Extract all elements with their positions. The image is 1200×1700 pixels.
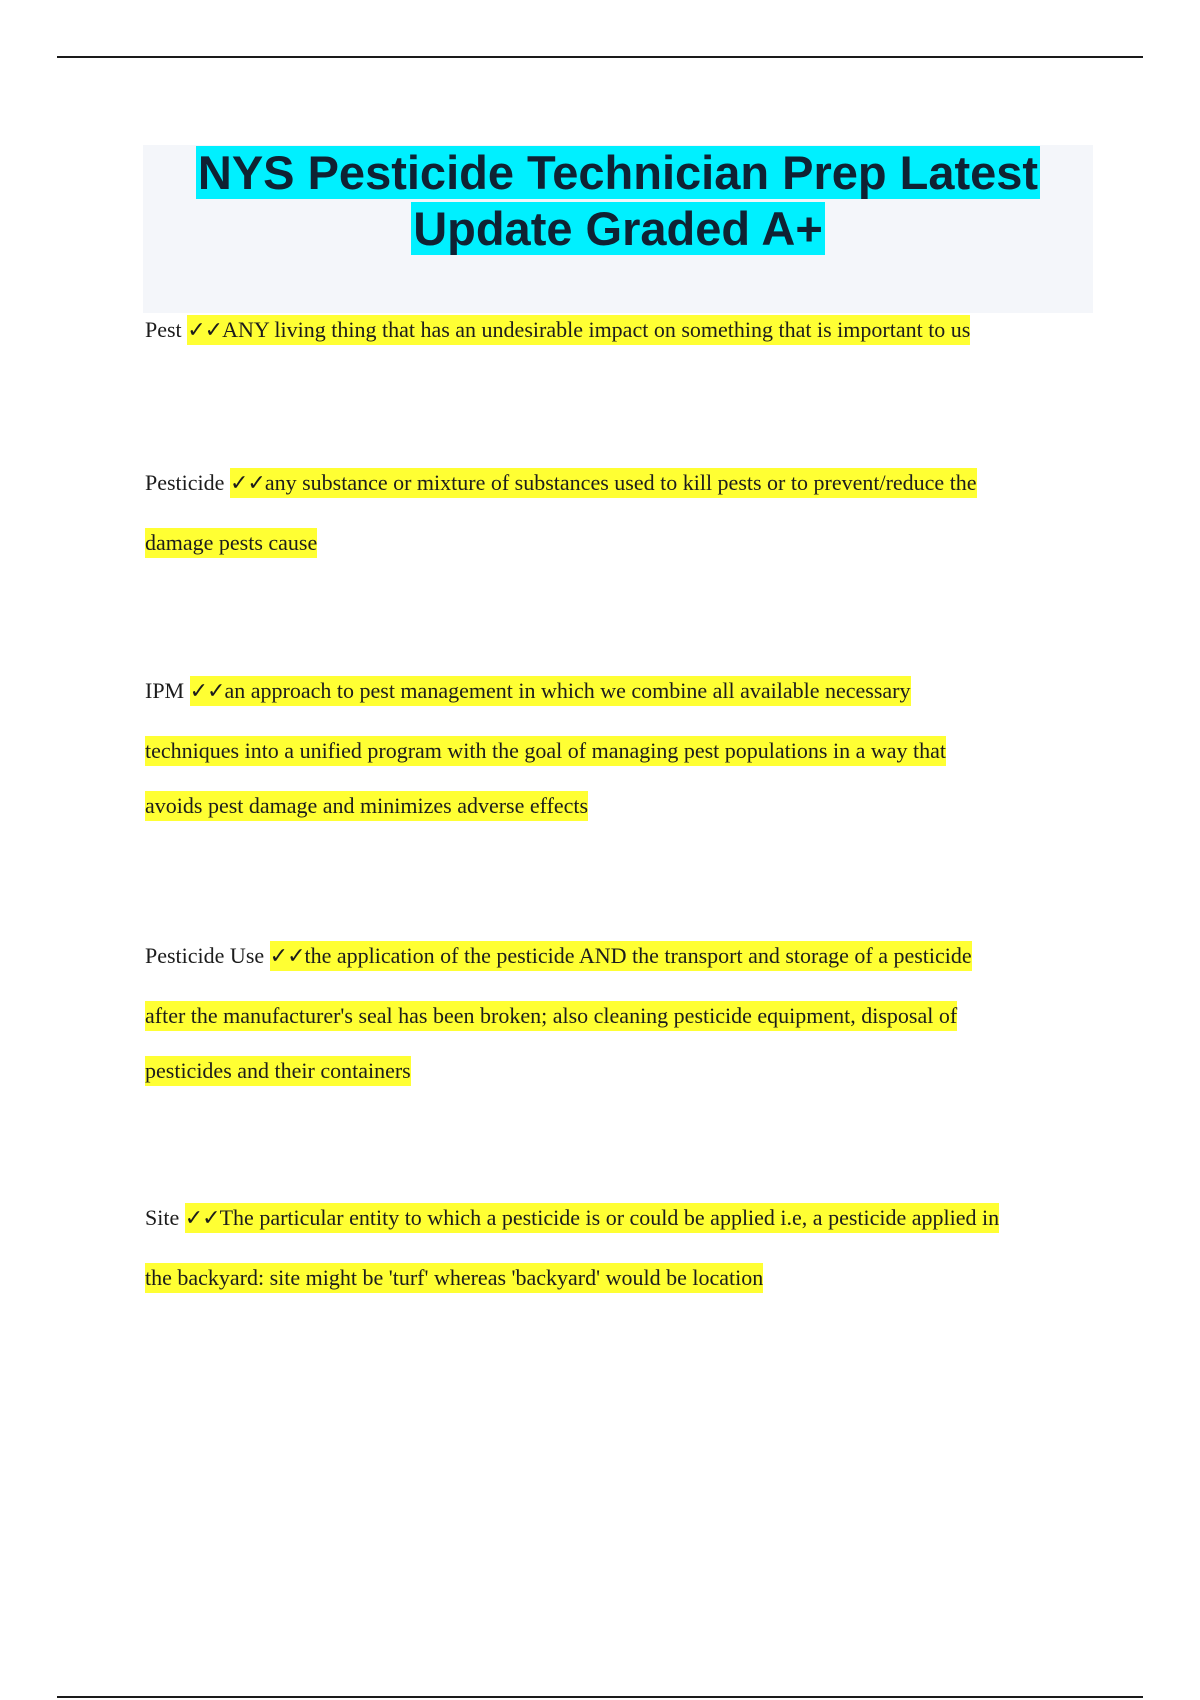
- definition-text: pesticides and their containers: [145, 1056, 411, 1086]
- title-block: [143, 145, 1093, 313]
- definition-ipm: [145, 674, 1095, 849]
- definition-text: the application of the pesticide AND the transport and storage of a pesticide: [304, 943, 972, 968]
- definition-text: after the manufacturer's seal has been broken; also cleaning pesticide equipment, disposal of: [145, 1001, 957, 1031]
- bottom-rule: [57, 1696, 1143, 1698]
- term-label: Pest: [145, 317, 182, 342]
- term-label: Pesticide: [145, 470, 225, 495]
- definition-text: techniques into a unified program with the goal of managing pest populations in a way that: [145, 736, 946, 766]
- definition-text: an approach to pest management in which we combine all available necessary: [224, 678, 911, 703]
- definition-text: avoids pest damage and minimizes adverse effects: [145, 791, 588, 821]
- definition-text: any substance or mixture of substances used to kill pests or to prevent/reduce the: [264, 470, 977, 495]
- double-check-icon: ✓✓: [269, 944, 305, 969]
- term-label: Site: [145, 1205, 180, 1230]
- page-title-line-2: Update Graded A+: [413, 202, 823, 255]
- double-check-icon: ✓✓: [229, 471, 265, 496]
- definition-site: [145, 1201, 1095, 1321]
- top-rule: [57, 56, 1143, 58]
- term-label: Pesticide Use: [145, 943, 265, 968]
- definition-pesticide-use: [145, 939, 1095, 1114]
- double-check-icon: ✓✓: [189, 679, 225, 704]
- double-check-icon: ✓✓: [187, 318, 223, 343]
- definition-text: The particular entity to which a pesticide is or could be applied i.e, a pesticide applied in: [219, 1205, 1000, 1230]
- page-title-line-1: NYS Pesticide Technician Prep Latest: [197, 146, 1039, 199]
- double-check-icon: ✓✓: [184, 1206, 220, 1231]
- definition-text: damage pests cause: [145, 528, 317, 558]
- definition-pesticide: [145, 466, 1095, 586]
- definition-pest: [145, 313, 1095, 373]
- definition-text: ANY living thing that has an undesirable impact on something that is important to us: [222, 317, 971, 342]
- definition-text: the backyard: site might be 'turf' whereas 'backyard' would be location: [145, 1263, 763, 1293]
- term-label: IPM: [145, 678, 185, 703]
